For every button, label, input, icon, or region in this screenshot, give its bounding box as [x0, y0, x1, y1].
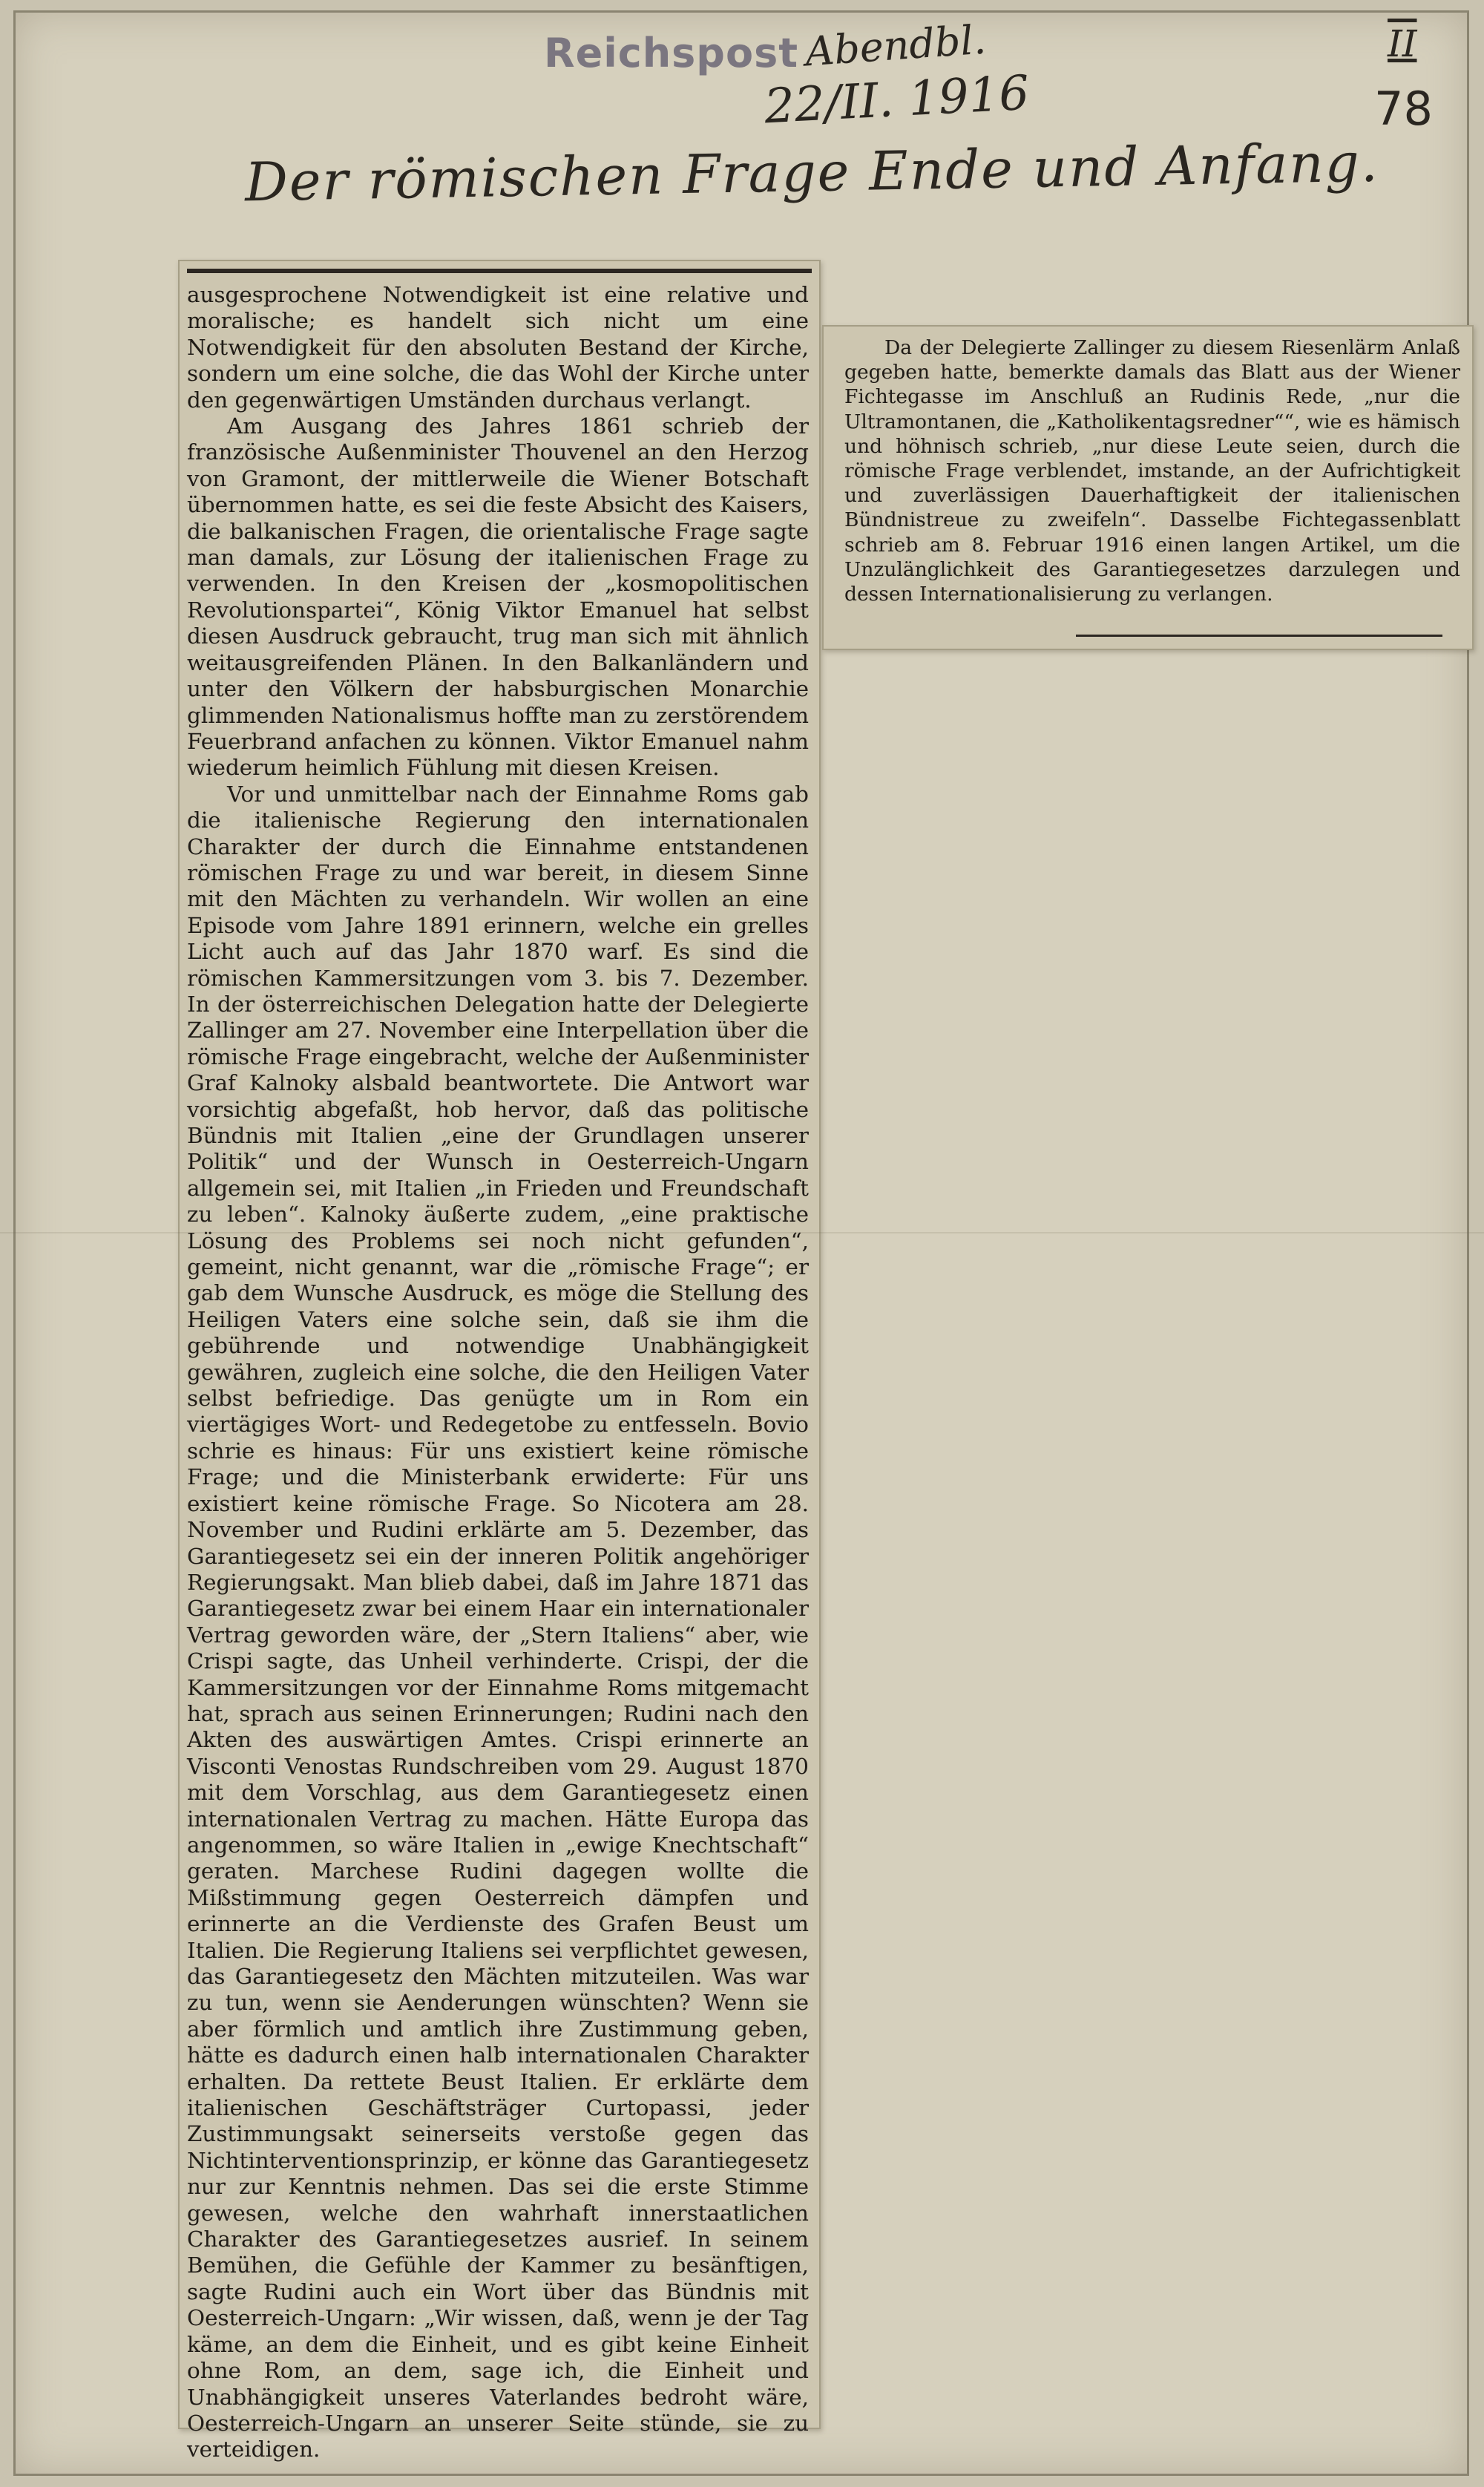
paper-fold	[0, 1232, 1484, 1233]
page-number: 78	[1374, 82, 1433, 136]
handwritten-date: 22/II. 1916	[763, 65, 1031, 135]
handwritten-volume: II	[1388, 22, 1417, 65]
article-paragraph: Am Ausgang des Jahres 1861 schrieb der französische Außenminister Thouvenel an den Herzog von Gramont, der mittlerweile die Wiener Botschaft übernommen hatte, es sei die feste Absicht des Kaisers, die balkanischen Fragen, die orientalische Frage sagte man damals, zur Lösung der italienischen Frage zu verwenden. In den Kreisen der „kosmopolitischen Revolutionspartei“, König Viktor Emanuel hat selbst diesen Ausdruck gebraucht, trug man sich mit ähnlich weitausgreifenden Plänen. In den Balkanländern und unter den Völkern der habsburgischen Monarchie glimmenden Nationalismus hoffte man zu zerstörendem Feuerbrand anfachen zu können. Viktor Emanuel nahm wiederum heimlich Fühlung mit diesen Kreisen.	[187, 413, 809, 781]
article-column-right	[844, 335, 1460, 606]
article-column-left	[187, 282, 809, 2463]
handwritten-edition: Abendbl.	[804, 16, 988, 76]
column-rule-end	[1076, 635, 1442, 637]
column-rule-top	[187, 269, 812, 273]
article-paragraph: ausgesprochene Notwendigkeit ist eine relative und moralische; es handelt sich nicht um eine Notwendigkeit für den absoluten Bestand der Kirche, sondern um eine solche, die das Wohl der Kirche unter den gegenwärtigen Umständen durchaus verlangt.	[187, 282, 809, 413]
article-paragraph: Da der Delegierte Zallinger zu diesem Riesenlärm Anlaß gegeben hatte, bemerkte damals das Blatt aus der Wiener Fichtegasse im Anschluß an Rudinis Rede, „nur die Ultramontanen, die „Katholikentagsredner““, wie es hämisch und höhnisch schrieb, „nur diese Leute seien, durch die römische Frage verblendet, imstande, an der Aufrichtigkeit und zuverlässigen Dauerhaftigkeit der italienischen Bündnistreue zu zweifeln“. Dasselbe Fichtegassenblatt schrieb am 8. Februar 1916 einen langen Artikel, um die Unzulänglichkeit des Garantiegesetzes darzulegen und dessen Internationalisierung zu verlangen.	[844, 336, 1460, 606]
handwritten-title: Der römischen Frage Ende und Anfang.	[244, 131, 1380, 214]
article-paragraph: Vor und unmittelbar nach der Einnahme Roms gab die italienische Regierung den internationalen Charakter der durch die Einnahme entstandenen römischen Frage zu und war bereit, in diesem Sinne mit den Mächten zu verhandeln. Wir wollen an eine Episode vom Jahre 1891 erinnern, welche ein grelles Licht auch auf das Jahr 1870 warf. Es sind die römischen Kammersitzungen vom 3. bis 7. Dezember. In der österreichischen Delegation hatte der Delegierte Zallinger am 27. November eine Interpellation über die römische Frage eingebracht, welche der Außenminister Graf Kalnoky alsbald beantwortete. Die Antwort war vorsichtig abgefaßt, hob hervor, daß das politische Bündnis mit Italien „eine der Grundlagen unserer Politik“ und der Wunsch in Oesterreich-Ungarn allgemein sei, mit Italien „in Frieden und Freundschaft zu leben“. Kalnoky äußerte zudem, „eine praktische Lösung des Problems sei noch nicht gefunden“, gemeint, nicht genannt, war die „römische Frage“; er gab dem Wunsche Ausdruck, es möge die Stellung des Heiligen Vaters eine solche sein, daß sie ihm die gebührende und notwendige Unabhängigkeit gewähren, zugleich eine solche, die den Heiligen Vater selbst befriedige. Das genügte um in Rom ein viertägiges Wort- und Redegetobe zu entfesseln. Bovio schrie es hinaus: Für uns existiert keine römische Frage; und die Ministerbank erwiderte: Für uns existiert keine römische Frage. So Nicotera am 28. November und Rudini erklärte am 5. Dezember, das Garantiegesetz sei ein der inneren Politik angehöriger Regierungsakt. Man blieb dabei, daß im Jahre 1871 das Garantiegesetz zwar bei einem Haar ein internationaler Vertrag geworden wäre, der „Stern Italiens“ aber, wie Crispi sagte, das Unheil verhinderte. Crispi, der die Kammersitzungen vor der Einnahme Roms mitgemacht hat, sprach aus seinen Erinnerungen; Rudini nach den Akten des auswärtigen Amtes. Crispi erinnerte an Visconti Venostas Rundschreiben vom 29. August 1870 mit dem Vorschlag, aus dem Garantiegesetz einen internationalen Vertrag zu machen. Hätte Europa das angenommen, so wäre Italien in „ewige Knechtschaft“ geraten. Marchese Rudini dagegen wollte die Mißstimmung gegen Oesterreich dämpfen und erinnerte an die Verdienste des Grafen Beust um Italien. Die Regierung Italiens sei verpflichtet gewesen, das Garantiegesetz den Mächten mitzuteilen. Was war zu tun, wenn sie Aenderungen wünschten? Wenn sie aber förmlich und amtlich ihre Zustimmung geben, hätte es dadurch einen halb internationalen Charakter erhalten. Da rettete Beust Italien. Er erklärte dem italienischen Geschäftsträger Curtopassi, jeder Zustimmungsakt seinerseits verstoße gegen das Nichtinterventionsprinzip, er könne das Garantiegesetz nur zur Kenntnis nehmen. Das sei die erste Stimme gewesen, welche den wahrhaft innerstaatlichen Charakter des Garantiegesetzes ausrief. In seinem Bemühen, die Gefühle der Kammer zu besänftigen, sagte Rudini auch ein Wort über das Bündnis mit Oesterreich-Ungarn: „Wir wissen, daß, wenn je der Tag käme, an dem die Einheit, und es gibt keine Einheit ohne Rom, an dem, sage ich, die Einheit und Unabhängigkeit unseres Vaterlandes bedroht wäre, Oesterreich-Ungarn an unserer Seite stünde, sie zu verteidigen.	[187, 781, 809, 2463]
newspaper-stamp: Reichspost	[544, 30, 799, 76]
